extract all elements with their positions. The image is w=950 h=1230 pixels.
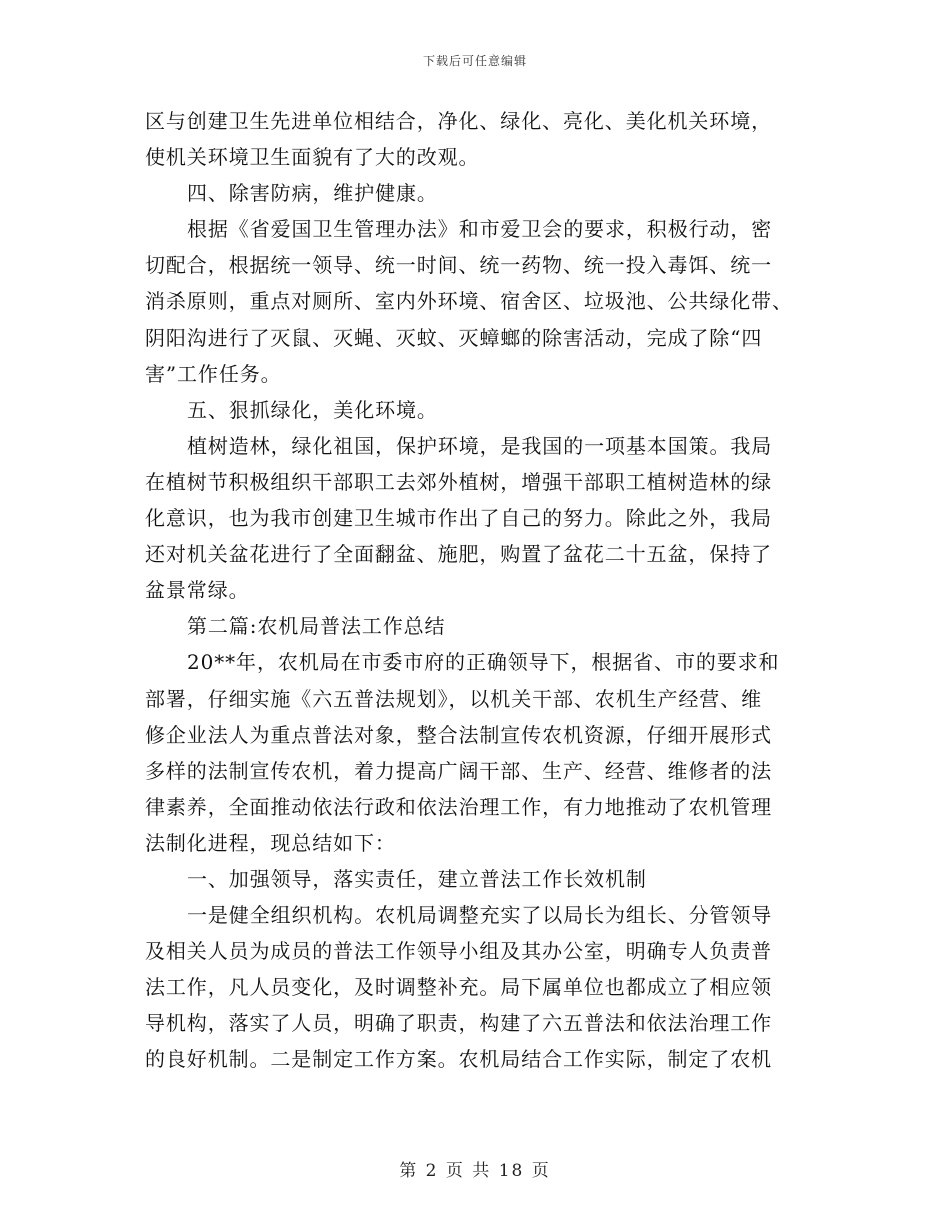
text-line: 法制化进程，现总结如下： [145, 830, 396, 855]
text-line: 导机构，落实了人员，明确了职责，构建了六五普法和依法治理工作 [145, 1011, 772, 1036]
text-line: 五、狠抓绿化，美化环境。 [187, 397, 438, 422]
text-line: 法工作，凡人员变化，及时调整补充。局下属单位也都成立了相应领 [145, 975, 772, 1000]
document-body [145, 103, 817, 1078]
text-line: 一是健全组织机构。农机局调整充实了以局长为组长、分管领导 [187, 903, 773, 928]
text-line: 多样的法制宣传农机，着力提高广阔干部、生产、经营、维修者的法 [145, 758, 772, 783]
text-line: 20**年，农机局在市委市府的正确领导下，根据省、市的要求和 [187, 650, 780, 675]
text-line: 阴阳沟进行了灭鼠、灭蝇、灭蚊、灭蟑螂的除害活动，完成了除“四 [145, 325, 763, 350]
text-line: 及相关人员为成员的普法工作领导小组及其办公室，明确专人负责普 [145, 939, 772, 964]
text-line: 切配合，根据统一领导、统一时间、统一药物、统一投入毒饵、统一 [145, 253, 772, 278]
text-line: 消杀原则，重点对厕所、室内外环境、宿舍区、垃圾池、公共绿化带、 [145, 289, 793, 314]
text-line: 四、除害防病，维护健康。 [187, 181, 438, 206]
text-line: 使机关环境卫生面貌有了大的改观。 [145, 145, 480, 170]
text-line: 部署，仔细实施《六五普法规划》，以机关干部、农机生产经营、维 [145, 686, 762, 711]
text-line: 区与创建卫生先进单位相结合，净化、绿化、亮化、美化机关环境， [145, 109, 772, 133]
text-line: 植树造林，绿化祖国，保护环境，是我国的一项基本国策。我局 [187, 433, 773, 458]
text-line: 化意识，也为我市创建卫生城市作出了自己的努力。除此之外，我局 [145, 506, 772, 531]
text-line: 害”工作任务。 [145, 361, 282, 386]
text-line: 还对机关盆花进行了全面翻盆、施肥，购置了盆花二十五盆，保持了 [145, 542, 772, 567]
page-footer: 第 2 页 共 18 页 [399, 1161, 551, 1181]
text-line: 在植树节积极组织干部职工去郊外植树，增强干部职工植树造林的绿 [145, 469, 772, 494]
page-header: 下载后可任意编辑 [422, 54, 527, 68]
text-line: 律素养，全面推动依法行政和依法治理工作，有力地推动了农机管理 [145, 794, 772, 819]
text-line: 一、加强领导，落实责任，建立普法工作长效机制 [187, 866, 647, 891]
text-line: 根据《省爱国卫生管理办法》和市爱卫会的要求，积极行动，密 [187, 217, 773, 242]
text-line: 修企业法人为重点普法对象，整合法制宣传农机资源，仔细开展形式 [145, 722, 772, 747]
text-line: 的良好机制。二是制定工作方案。农机局结合工作实际，制定了农机 [145, 1047, 772, 1072]
text-line: 盆景常绿。 [145, 578, 250, 603]
text-line: 第二篇:农机局普法工作总结 [187, 614, 446, 639]
